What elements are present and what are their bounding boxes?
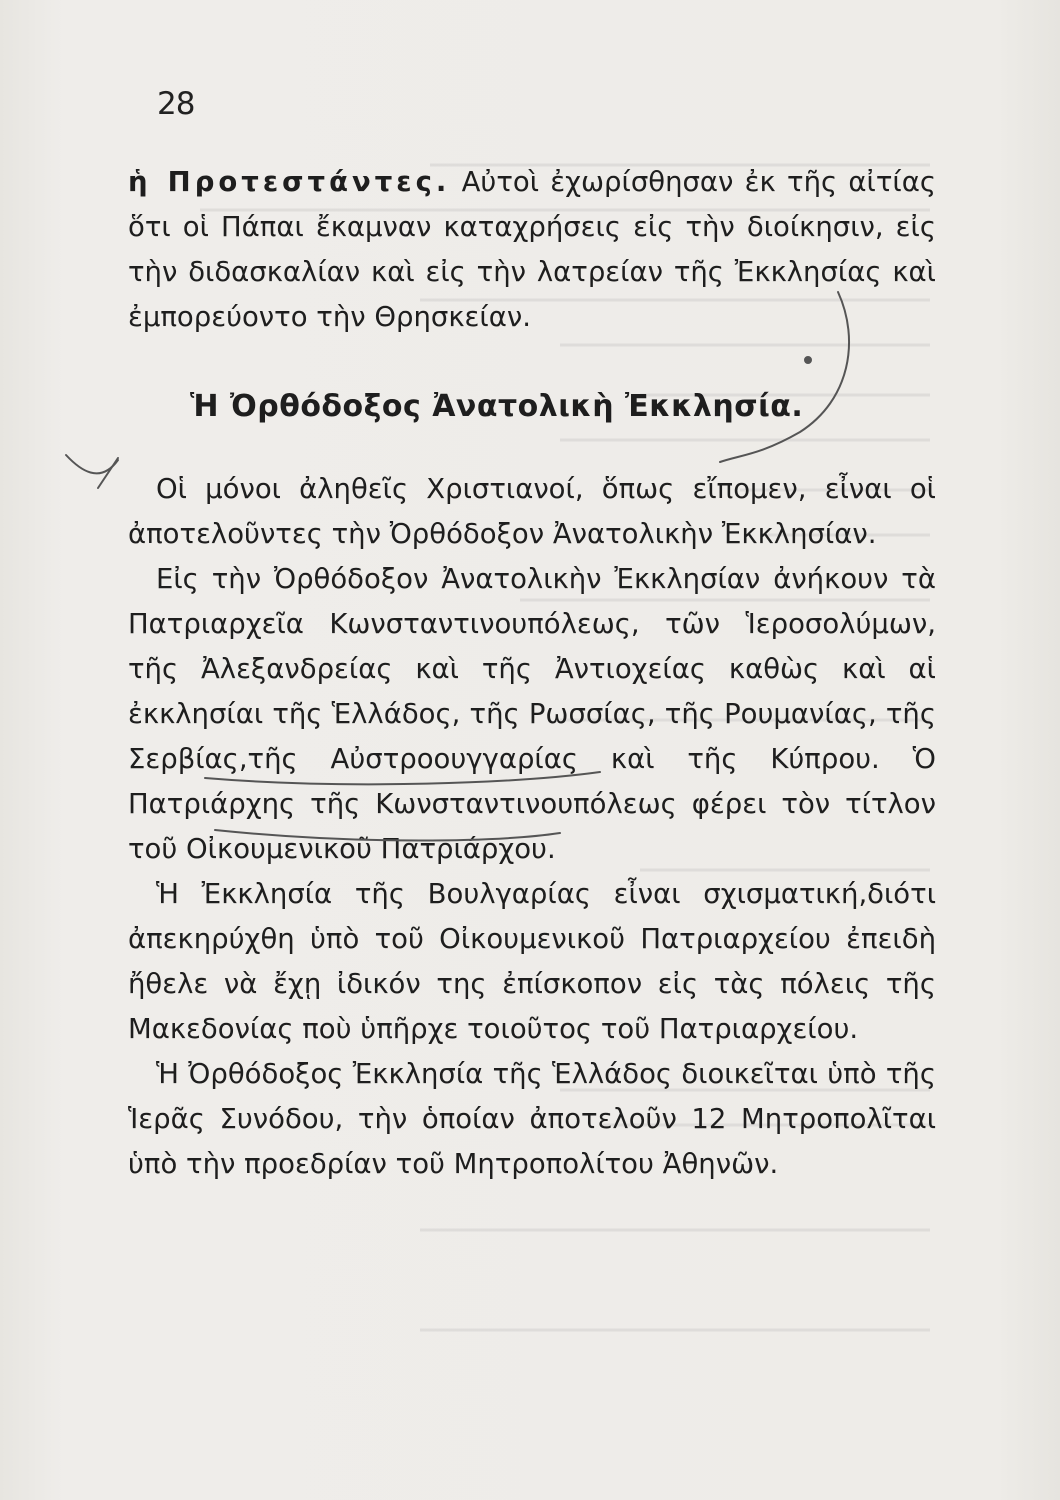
paragraph-bulgaria: Ἡ Ἐκκλησία τῆς Βουλγαρίας εἶναι σχισματική,διότι ἀπεκηρύχθη ὑπὸ τοῦ Οἰκουμενικοῦ Πατριαρχείου ἐπειδὴ ἤθελε νὰ ἔχῃ ἰδικόν της ἐπίσκοπον εἰς τὰς πόλεις τῆς Μακεδονίας ποὺ ὑπῆρχε τοιοῦτος τοῦ Πατριαρχείου. bbox=[128, 878, 936, 1045]
paragraph-true-christians: Οἱ μόνοι ἀληθεῖς Χριστιανοί, ὅπως εἴπομεν, εἶναι οἱ ἀποτελοῦντες τὴν Ὀρθόδοξον Ἀνατολικὴν Ἐκκλησίαν. bbox=[128, 473, 936, 550]
paragraph-patriarchates: Εἰς τὴν Ὀρθόδοξον Ἀνατολικὴν Ἐκκλησίαν ἀνήκουν τὰ Πατριαρχεῖα Κωνσταντινουπόλεως, τῶν Ἱεροσολύμων, τῆς Ἀλεξανδρείας καὶ τῆς Ἀντιοχείας καθὼς καὶ αἱ ἐκκλησίαι τῆς Ἑλλάδος, τῆς Ρωσσίας, τῆς Ρουμανίας, τῆς Σερβίας,τῆς Αὐστροουγγαρίας καὶ τῆς Κύπρου. Ὁ Πατριάρχης τῆς Κωνσταντινουπόλεως φέρει τὸν τίτλον τοῦ Οἰκουμενικοῦ Πατριάρχου. bbox=[128, 563, 936, 865]
paragraph-greece: Ἡ Ὀρθόδοξος Ἐκκλησία τῆς Ἑλλάδος διοικεῖται ὑπὸ τῆς Ἱερᾶς Συνόδου, τὴν ὁποίαν ἀποτελοῦν 12 Μητροπολῖται ὑπὸ τὴν προεδρίαν τοῦ Μητροπολίτου Ἀθηνῶν. bbox=[128, 1058, 936, 1180]
protestants-term: ἡ Προτεστάντες. bbox=[128, 166, 451, 198]
section-heading: Ἡ Ὀρθόδοξος Ἀνατολικὴ Ἐκκλησία. bbox=[190, 389, 804, 424]
pencil-margin-mark bbox=[66, 455, 118, 473]
page-body bbox=[128, 160, 936, 1187]
paragraph-protestants bbox=[128, 160, 936, 340]
protestants-text: Αὐτοὶ ἐχωρίσθησαν ἐκ τῆς αἰτίας ὅτι οἱ Πάπαι ἔκαμναν καταχρήσεις εἰς τὴν διοίκησιν, εἰς τὴν διδασκαλίαν καὶ εἰς τὴν λατρείαν τῆς Ἐκκλησίας καὶ ἐμπορεύοντο τὴν Θρησκείαν. bbox=[128, 166, 936, 333]
page-number: 28 bbox=[157, 86, 195, 122]
